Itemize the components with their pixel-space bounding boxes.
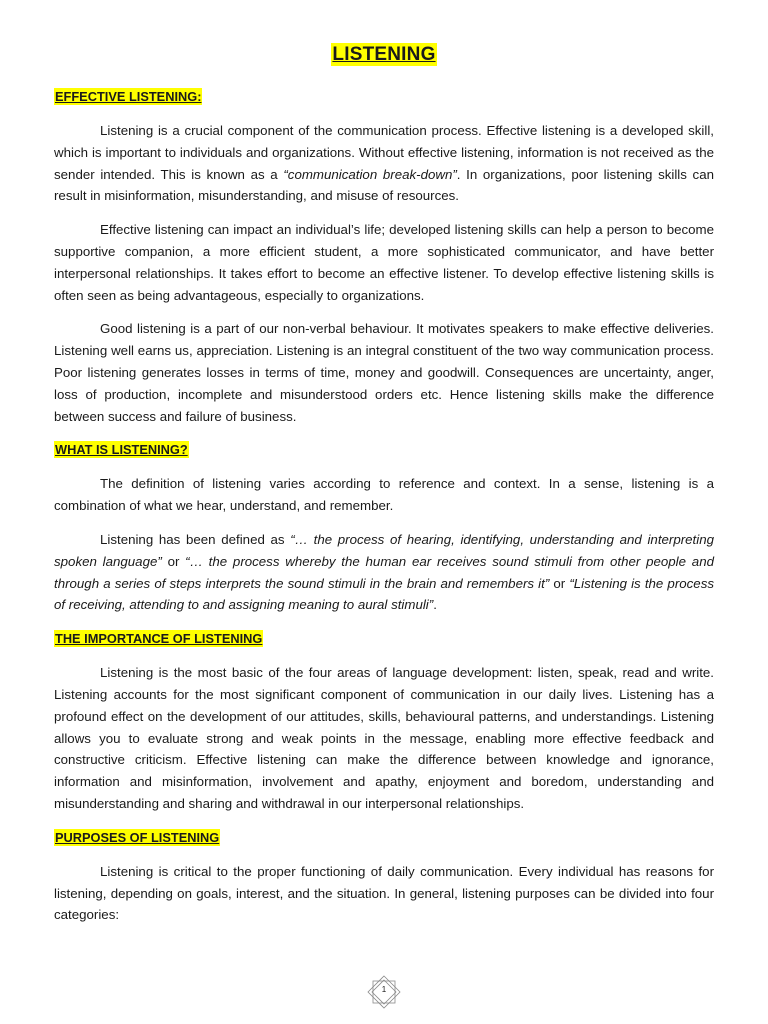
section-heading-row bbox=[54, 86, 714, 106]
text-run: . bbox=[433, 597, 437, 613]
document-body bbox=[54, 69, 714, 926]
text-run: The definition of listening varies according to reference and context. In a sense, listening is a combination of what we hear, understand, and remember. bbox=[54, 476, 714, 514]
section-heading: PURPOSES OF LISTENING bbox=[55, 829, 220, 845]
italic-quote: “communication break-down” bbox=[283, 166, 457, 182]
body-paragraph bbox=[54, 318, 714, 427]
body-paragraph bbox=[54, 219, 714, 306]
italic-quote: “… the process whereby the human ear receives sound stimuli from other people and through a series of steps interprets the sound stimuli in the brain and remembers it” bbox=[54, 553, 714, 591]
text-run: Effective listening can impact an individual’s life; developed listening skills can help a person to become supportive companion, a more efficient student, a more sophisticated communicator, and have better interpersonal relationships. It takes effort to become an effective listener. To develop effective listening skills is often seen as being advantageous, especially to organizations. bbox=[54, 222, 714, 303]
section-heading-row bbox=[54, 628, 714, 648]
title-row bbox=[54, 43, 714, 69]
body-paragraph bbox=[54, 473, 714, 517]
italic-quote: “Listening is the process of receiving, attending to and assigning meaning to aural stimuli” bbox=[54, 575, 714, 613]
text-run: or bbox=[549, 575, 570, 591]
text-run: or bbox=[161, 553, 186, 569]
section-heading: WHAT IS LISTENING? bbox=[55, 442, 188, 458]
body-paragraph bbox=[54, 529, 714, 616]
body-paragraph bbox=[54, 662, 714, 815]
body-paragraph bbox=[54, 120, 714, 207]
page-number: 1 bbox=[381, 985, 387, 994]
text-run: Listening is a crucial component of the communication process. Effective listening is a developed skill, which is important to individuals and organizations. Without effective listening, information is not received as the sender intended. This is known as a bbox=[54, 123, 714, 182]
text-run: . In organizations, poor listening skills can result in misinformation, misunderstanding, and misuse of resources. bbox=[54, 166, 714, 204]
section-heading: EFFECTIVE LISTENING: bbox=[55, 89, 202, 104]
italic-quote: “… the process of hearing, identifying, understanding and interpreting spoken language” bbox=[54, 531, 714, 569]
document-page bbox=[54, 0, 714, 926]
section-heading-row bbox=[54, 439, 714, 459]
text-run: Listening is critical to the proper functioning of daily communication. Every individual has reasons for listening, depending on goals, interest, and the situation. In general, listening purposes can be divided into four categories: bbox=[54, 863, 714, 923]
document-title: LISTENING bbox=[332, 44, 436, 65]
section-heading: THE IMPORTANCE OF LISTENING bbox=[55, 631, 263, 647]
text-run: Listening is the most basic of the four areas of language development: listen, speak, read and write. Listening accounts for the most significant component of communication in our daily lives. Listening has a profound effect on the development of our attitudes, skills, behavioural patterns, and understandings. Listening allows you to evaluate strong and weak points in the message, enabling more effective feedback and constructive criticism. Effective listening can make the difference between knowledge and ignorance, information and misinformation, involvement and apathy, enjoyment and boredom, understanding and misunderstanding and sharing and withdrawal in our interpersonal relationships. bbox=[54, 665, 714, 811]
text-run: Listening has been defined as bbox=[100, 531, 291, 547]
body-paragraph bbox=[54, 861, 714, 926]
page-footer bbox=[364, 975, 404, 1009]
section-heading-row bbox=[54, 827, 714, 847]
text-run: Good listening is a part of our non-verbal behaviour. It motivates speakers to make effective deliveries. Listening well earns us, appreciation. Listening is an integral constituent of the two way communication process. Poor listening generates losses in terms of time, money and goodwill. Consequences are uncertainty, anger, loss of production, incomplete and misunderstood orders etc. Hence listening skills make the difference between success and failure of business. bbox=[54, 321, 714, 424]
